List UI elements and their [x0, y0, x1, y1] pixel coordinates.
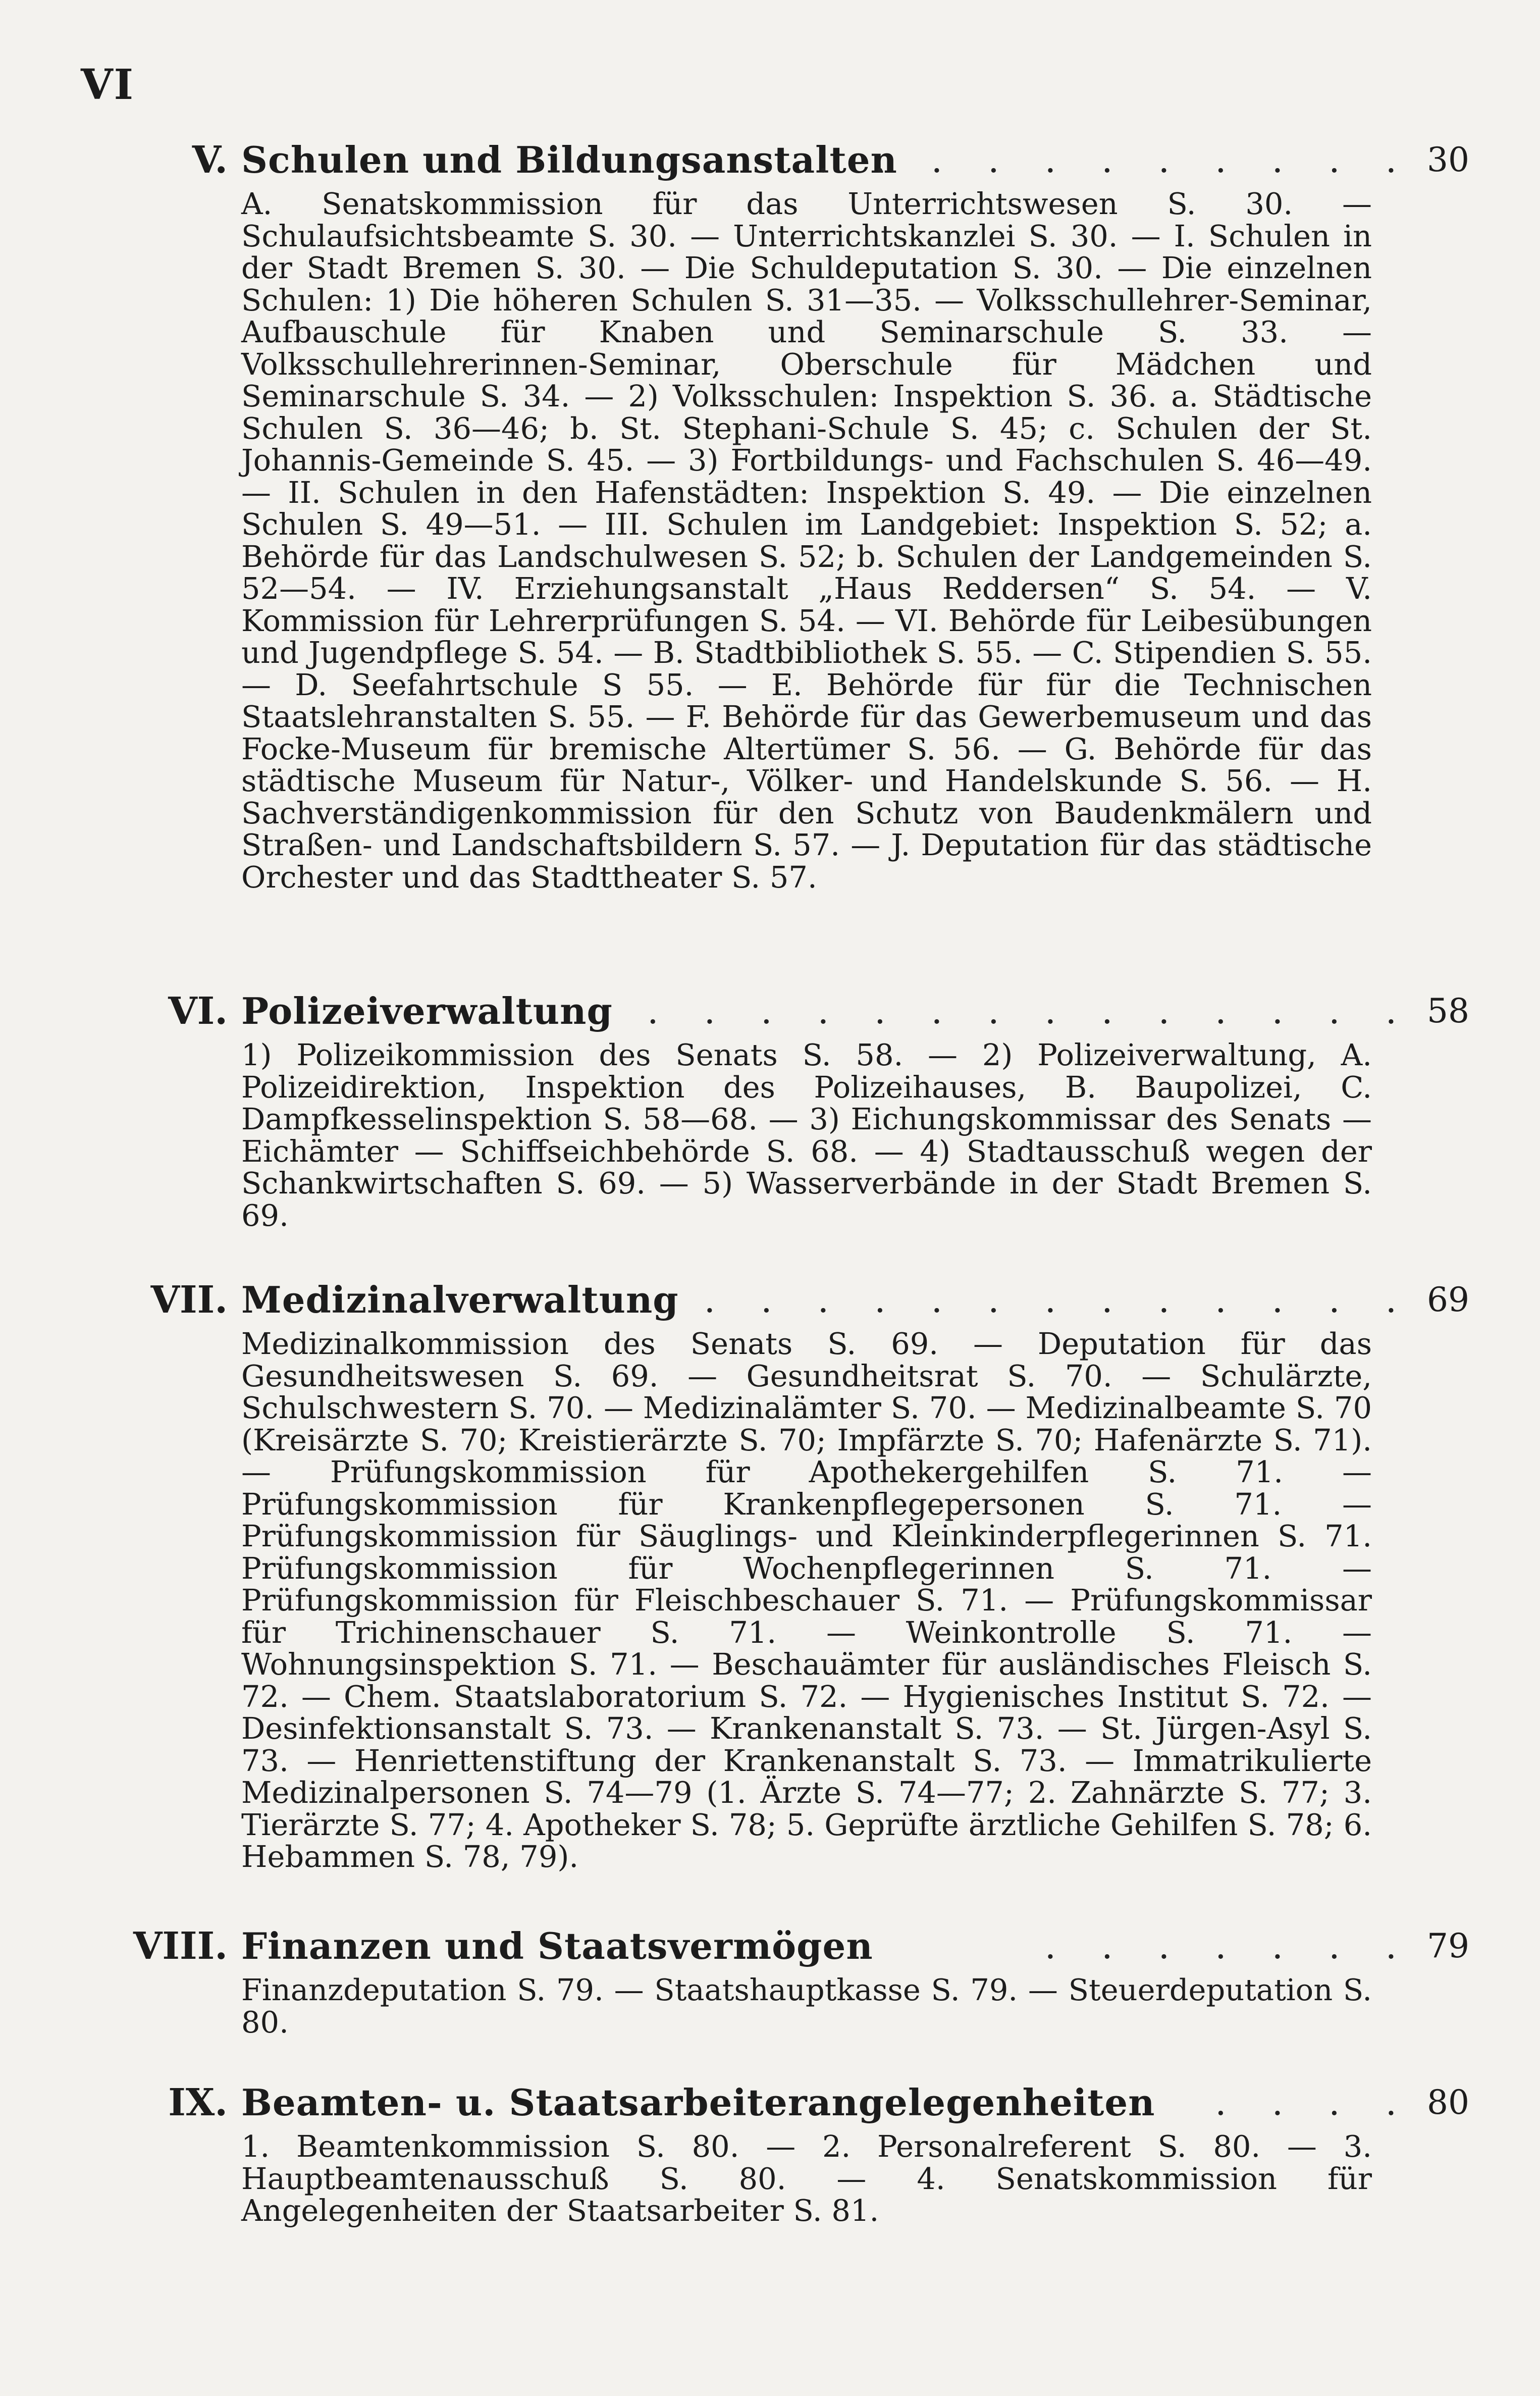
- section-page: 79: [1427, 1926, 1469, 1965]
- section-finanzen: [0, 1918, 1540, 2038]
- section-body: A. Senatskommission für das Unterrichtswesen S. 30. — Schulaufsichtsbeamte S. 30. — Unterrichtskanzlei S. 30. — I. Schulen in der Stadt Bremen S. 30. — Die Schuldeputation S. 30. — Die einzelnen Schulen: 1) Die höheren Schulen S. 31—35. — Volksschullehrer-Seminar, Aufbauschule für Knaben und Seminarschule S. 33. — Volksschullehrerinnen-Seminar, Oberschule für Mädchen und Seminarschule S. 34. — 2) Volksschulen: Inspektion S. 36. a. Städtische Schulen S. 36—46; b. St. Stephani-Schule S. 45; c. Schulen der St. Johannis-Gemeinde S. 45. — 3) Fortbildungs- und Fachschulen S. 46—49. — II. Schulen in den Hafenstädten: Inspektion S. 49. — Die einzelnen Schulen S. 49—51. — III. Schulen im Landgebiet: Inspektion S. 52; a. Behörde für das Landschulwesen S. 52; b. Schulen der Landgemeinden S. 52—54. — IV. Erziehungsanstalt „Haus Reddersen“ S. 54. — V. Kommission für Lehrerprüfungen S. 54. — VI. Behörde für Leibesübungen und Jugendpflege S. 54. — B. Stadtbibliothek S. 55. — C. Stipendien S. 55. — D. Seefahrtschule S 55. — E. Behörde für für die Technischen Staatslehranstalten S. 55. — F. Behörde für das Gewerbemuseum und das Focke-Museum für bremische Altertümer S. 56. — G. Behörde für das städtische Museum für Natur-, Völker- und Handelskunde S. 56. — H. Sachverständigenkommission für den Schutz von Baudenkmälern und Straßen- und Landschaftsbildern S. 57. — J. Deputation für das städtische Orchester und das Stadttheater S. 57.: [241, 186, 1372, 895]
- section-numeral: VII.: [150, 1278, 228, 1322]
- section-heading: [0, 132, 1540, 188]
- leader-dots: . . . . . . . . . . . . .: [704, 1279, 1414, 1321]
- page-number: VI: [81, 61, 134, 109]
- section-body: 1. Beamtenkommission S. 80. — 2. Personalreferent S. 80. — 3. Hauptbeamtenausschuß S. 80. — 4. Senatskommission für Angelegenheiten der Staatsarbeiter S. 81.: [241, 2129, 1372, 2228]
- section-page: 58: [1427, 992, 1469, 1030]
- section-numeral: VIII.: [133, 1924, 228, 1968]
- section-beamten: [0, 2075, 1540, 2227]
- section-polizeiverwaltung: [0, 983, 1540, 1231]
- section-body: 1) Polizeikommission des Senats S. 58. — 2) Polizeiverwaltung, A. Polizeidirektion, Inspektion des Polizeihauses, B. Baupolizei, C. Dampfkesselinspektion S. 58—68. — 3) Eichungskommissar des Senats — Eichämter — Schiffseichbehörde S. 68. — 4) Stadtausschuß wegen der Schankwirtschaften S. 69. — 5) Wasserverbände in der Stadt Bremen S. 69.: [241, 1037, 1372, 1233]
- leader-dots: . . . .: [1215, 2082, 1414, 2123]
- section-numeral: IX.: [168, 2081, 228, 2124]
- section-title: Schulen und Bildungsanstalten: [241, 138, 897, 181]
- leader-dots: . . . . . . .: [1044, 1925, 1414, 1967]
- leader-dots: . . . . . . . . . . .: [817, 139, 1414, 181]
- section-heading: [0, 1272, 1540, 1328]
- section-title: Medizinalverwaltung: [241, 1278, 679, 1321]
- section-numeral: VI.: [168, 989, 228, 1033]
- section-body: Medizinalkommission des Senats S. 69. — Deputation für das Gesundheitswesen S. 69. — Gesundheitsrat S. 70. — Schulärzte, Schulschwestern S. 70. — Medizinalämter S. 70. — Medizinalbeamte S. 70 (Kreisärzte S. 70; Kreistierärzte S. 70; Impfärzte S. 70; Hafenärzte S. 71). — Prüfungskommission für Apothekergehilfen S. 71. — Prüfungskommission für Krankenpflegepersonen S. 71. — Prüfungskommission für Säuglings- und Kleinkinderpflegerinnen S. 71. Prüfungskommission für Wochenpflegerinnen S. 71. — Prüfungskommission für Fleischbeschauer S. 71. — Prüfungskommissar für Trichinenschauer S. 71. — Weinkontrolle S. 71. — Wohnungsinspektion S. 71. — Beschauämter für ausländisches Fleisch S. 72. — Chem. Staatslaboratorium S. 72. — Hygienisches Institut S. 72. — Desinfektionsanstalt S. 73. — Krankenanstalt S. 73. — St. Jürgen-Asyl S. 73. — Henriettenstiftung der Krankenanstalt S. 73. — Immatrikulierte Medizinalpersonen S. 74—79 (1. Ärzte S. 74—77; 2. Zahnärzte S. 77; 3. Tierärzte S. 77; 4. Apotheker S. 78; 5. Geprüfte ärztliche Gehilfen S. 78; 6. Hebammen S. 78, 79).: [241, 1326, 1372, 1874]
- section-page: 69: [1427, 1280, 1469, 1319]
- leader-dots: . . . . . . . . . . . . . .: [647, 991, 1414, 1032]
- section-title: Beamten- u. Staatsarbeiterangelegenheiten: [241, 2081, 1155, 2124]
- section-numeral: V.: [192, 138, 228, 182]
- section-heading: [0, 983, 1540, 1039]
- section-body: Finanzdeputation S. 79. — Staatshauptkasse S. 79. — Steuerdeputation S. 80.: [241, 1972, 1372, 2040]
- section-page: 80: [1427, 2083, 1469, 2122]
- section-title: Finanzen und Staatsvermögen: [241, 1924, 873, 1967]
- section-schulen: [0, 132, 1540, 893]
- section-title: Polizeiverwaltung: [241, 989, 613, 1032]
- section-page: 30: [1427, 140, 1469, 179]
- section-medizinalverwaltung: [0, 1272, 1540, 1873]
- section-heading: [0, 1918, 1540, 1974]
- section-heading: [0, 2075, 1540, 2130]
